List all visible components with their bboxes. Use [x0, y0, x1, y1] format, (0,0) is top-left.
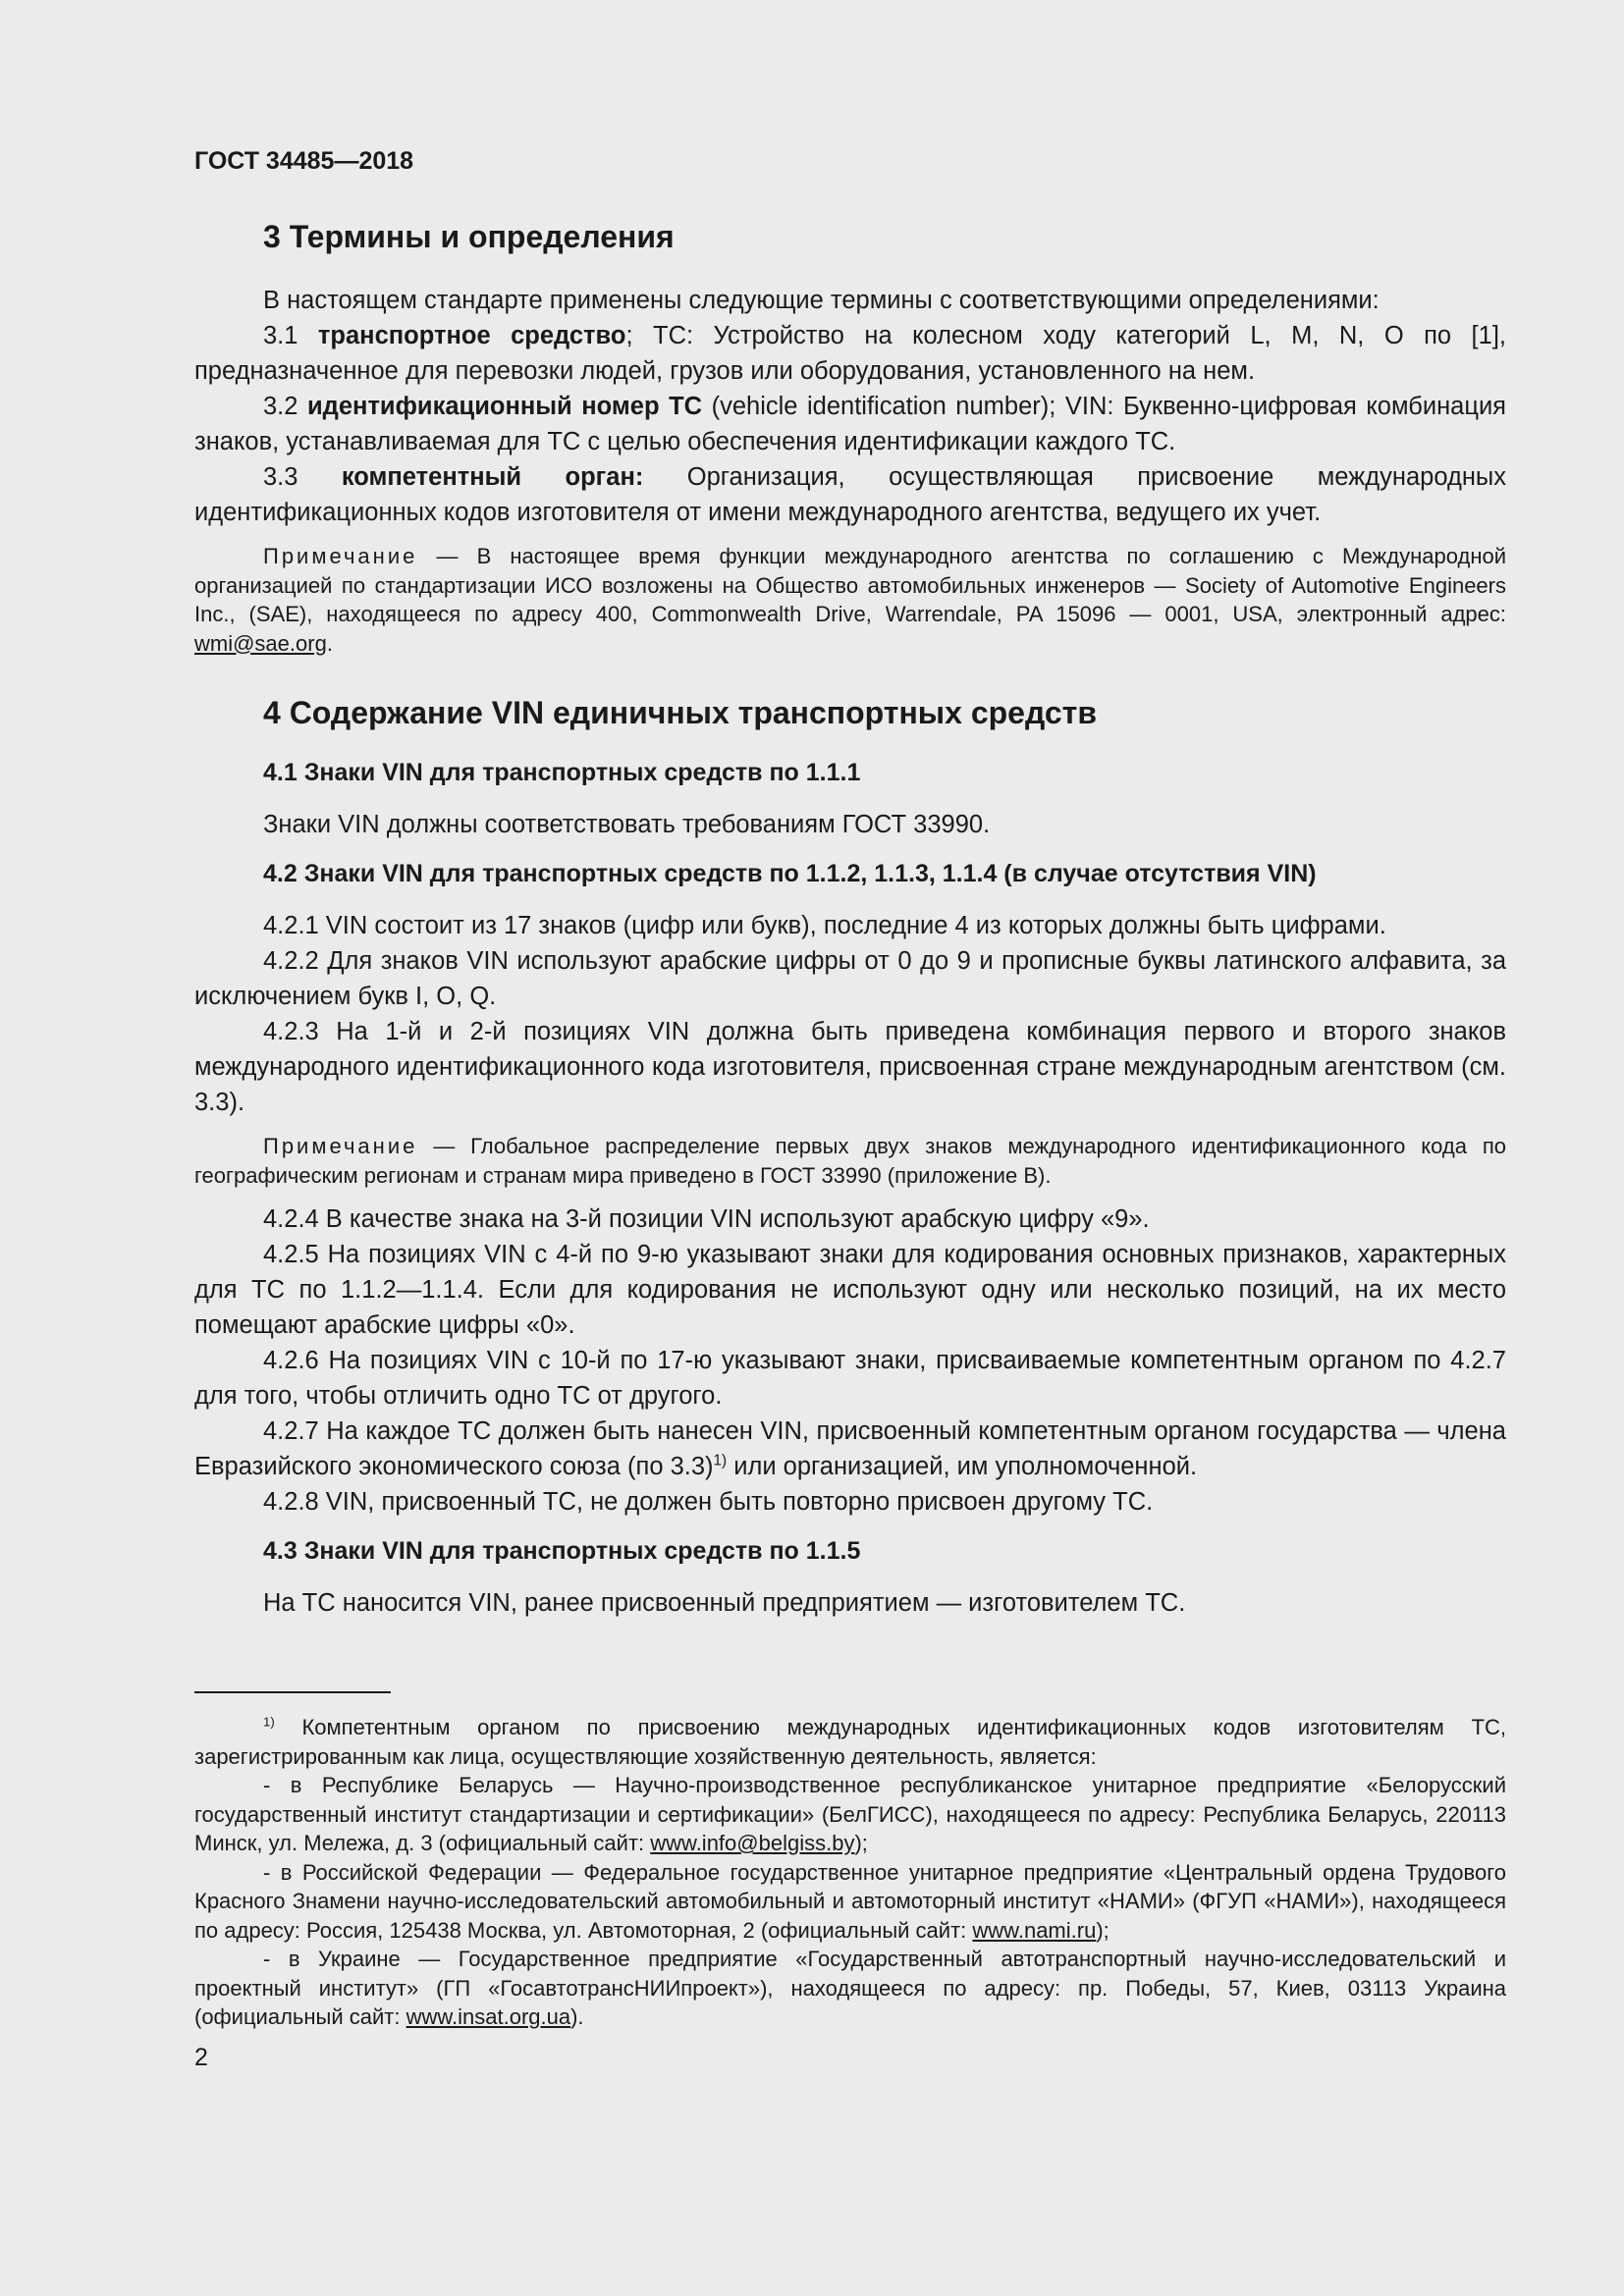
section-4-3-text: На ТС наносится VIN, ранее присвоенный предприятием — изготовителем ТС.: [263, 1589, 1186, 1617]
footnote-text: - в Республике Беларусь — Научно-производственное республиканское унитарное предприятие «Белорусский государственный институт стандартизации и сертификации» (БелГИСС), находящееся по адресу: Республика Беларусь, 220113 Минск, ул. Мележа, д. 3 (официальный сайт:: [194, 1773, 1506, 1855]
footnote-text-end: );: [854, 1831, 868, 1855]
belgiss-link[interactable]: www.info@belgiss.by: [650, 1831, 855, 1855]
footnote-mark: 1): [263, 1714, 275, 1730]
section-4-3-heading: 4.3 Знаки VIN для транспортных средств по 1.1.5: [263, 1537, 861, 1565]
footnote-divider: [194, 1691, 391, 1693]
para-text-end: или организацией, им уполномоченной.: [727, 1453, 1198, 1480]
email-link[interactable]: wmi@sae.org: [194, 630, 327, 656]
note-label: Примечание: [263, 544, 418, 568]
section-4-1-text: Знаки VIN должны соответствовать требованиям ГОСТ 33990.: [263, 811, 991, 838]
term-3-2: [194, 389, 1506, 459]
para-4-2-6: 4.2.6 На позициях VIN с 10-й по 17-ю указывают знаки, присваиваемые компетентным органом по 4.2.7 для того, чтобы отличить одно ТС от другого.: [194, 1347, 1506, 1410]
term-title: транспортное средство: [317, 322, 626, 349]
term-number: 3.2: [263, 393, 298, 420]
footnote-ref[interactable]: 1): [713, 1452, 728, 1469]
nami-link[interactable]: www.nami.ru: [972, 1917, 1097, 1943]
footnote-russia: [194, 1858, 1506, 1946]
footnote-text-end: ).: [570, 2004, 584, 2029]
page-number: 2: [194, 2043, 208, 2071]
footnote-text: - в Российской Федерации — Федеральное государственное унитарное предприятие «Центральный ордена Трудового Красного Знамени научно-исследовательский автомобильный и автомоторный институт «НАМИ» (ФГУП «НАМИ»), находящееся по адресу: Россия, 125438 Москва, ул. Автомоторная, 2 (официальный сайт:: [194, 1859, 1506, 1943]
footnote-belarus: [194, 1771, 1506, 1858]
footnote-intro: [194, 1713, 1506, 1771]
section-3-intro: В настоящем стандарте применены следующие термины с соответствующими определениями:: [263, 287, 1380, 314]
para-4-2-2: 4.2.2 Для знаков VIN используют арабские цифры от 0 до 9 и прописные буквы латинского алфавита, за исключением букв I, O, Q.: [194, 947, 1506, 1010]
term-definition: Организация, осуществляющая присвоение международных идентификационных кодов изготовителя от имени международного агентства, ведущего их учет.: [194, 463, 1506, 526]
term-title: идентификационный номер ТС: [307, 393, 703, 420]
section-4-2-heading: 4.2 Знаки VIN для транспортных средств по 1.1.2, 1.1.3, 1.1.4 (в случае отсутствия VIN): [263, 860, 1317, 887]
section-3-heading: 3 Термины и определения: [263, 219, 675, 254]
note-4-2: [194, 1132, 1506, 1190]
note-end: .: [326, 630, 333, 656]
para-4-2-4: 4.2.4 В качестве знака на 3-й позиции VIN используют арабскую цифру «9».: [263, 1205, 1150, 1233]
note-3: [194, 542, 1506, 658]
insat-link[interactable]: www.insat.org.ua: [406, 2004, 571, 2029]
footnote-text: Компетентным органом по присвоению международных идентификационных кодов изготовителям ТС, зарегистрированным как лица, осуществляющие хозяйственную деятельность, является:: [194, 1715, 1506, 1769]
para-text: 4.2.7 На каждое ТС должен быть нанесен VIN, присвоенный компетентным органом государства — члена Евразийского экономического союза (по 3.3): [194, 1417, 1506, 1480]
para-4-2-3: 4.2.3 На 1-й и 2-й позициях VIN должна быть приведена комбинация первого и второго знаков международного идентификационного кода изготовителя, присвоенная стране международным агентством (см. 3.3).: [194, 1018, 1506, 1116]
footnote-ukraine: [194, 1945, 1506, 2032]
section-4-1-heading: 4.1 Знаки VIN для транспортных средств по 1.1.1: [263, 759, 861, 786]
term-number: 3.1: [263, 322, 298, 349]
para-4-2-8: 4.2.8 VIN, присвоенный ТС, не должен быть повторно присвоен другому ТС.: [263, 1488, 1154, 1516]
term-3-3: [194, 459, 1506, 530]
note-text: — В настоящее время функции международного агентства по соглашению с Международной организацией по стандартизации ИСО возложены на Общество автомобильных инженеров — Society of Automotive Engineers Inc., (SAE), находящееся по адресу 400, Commonwealth Drive, Warrendale, PA 15096 — 0001, USA, электронный адрес:: [194, 544, 1506, 626]
term-definition: (vehicle identification number); VIN: Буквенно-цифровая комбинация знаков, устанавливаемая для ТС с целью обеспечения идентификации каждого ТС.: [194, 393, 1506, 455]
section-4-heading: 4 Содержание VIN единичных транспортных средств: [263, 695, 1097, 730]
note-text: — Глобальное распределение первых двух знаков международного идентификационного кода по географическим регионам и странам мира приведено в ГОСТ 33990 (приложение B).: [194, 1134, 1506, 1188]
document-page: [194, 147, 1506, 2072]
para-4-2-5: 4.2.5 На позициях VIN с 4-й по 9-ю указывают знаки для кодирования основных признаков, характерных для ТС по 1.1.2—1.1.4. Если для кодирования не используют одну или несколько позиций, на их место помещают арабские цифры «0».: [194, 1241, 1506, 1339]
para-4-2-7: [194, 1414, 1506, 1484]
term-3-1: [194, 318, 1506, 389]
term-number: 3.3: [263, 463, 298, 491]
note-label: Примечание: [263, 1134, 418, 1158]
term-definition: ; ТС: Устройство на колесном ходу категорий L, M, N, O по [1], предназначенное для перевозки людей, грузов или оборудования, установленного на нем.: [194, 322, 1506, 385]
document-header: ГОСТ 34485—2018: [194, 147, 414, 175]
para-4-2-1: 4.2.1 VIN состоит из 17 знаков (цифр или букв), последние 4 из которых должны быть цифрами.: [263, 912, 1386, 939]
footnote-text-end: );: [1096, 1917, 1110, 1943]
term-title: компетентный орган:: [341, 463, 644, 491]
footnote-text: - в Украине — Государственное предприятие «Государственный автотранспортный научно-исследовательский и проектный институт» (ГП «ГосавтотрансНИИпроект»), находящееся по адресу: пр. Победы, 57, Киев, 03113 Украина (официальный сайт:: [194, 1947, 1506, 2029]
